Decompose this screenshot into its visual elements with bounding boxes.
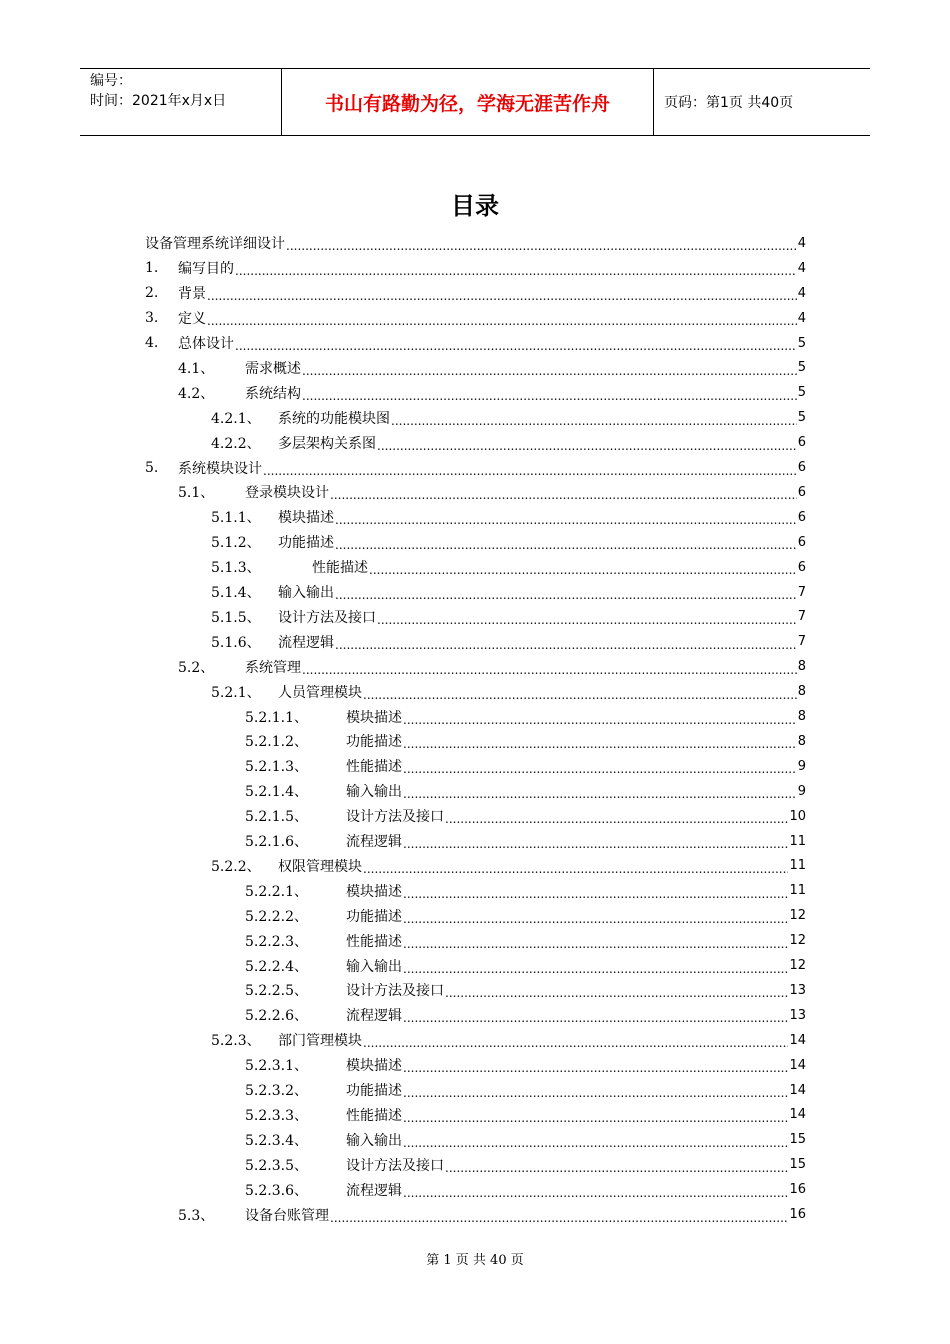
toc-entry-page: 14 — [789, 1057, 806, 1073]
toc-leader-dots — [235, 264, 797, 278]
toc-entry-page: 16 — [789, 1207, 806, 1223]
toc-entry[interactable] — [178, 380, 806, 405]
toc-entry-page: 5 — [797, 360, 806, 376]
toc-entry-page: 14 — [789, 1107, 806, 1123]
toc-leader-dots — [403, 887, 788, 901]
toc-entry-page: 8 — [797, 684, 806, 700]
toc-entry-number: 5.2.3.3、 — [245, 1107, 308, 1124]
toc-leader-dots — [403, 962, 788, 976]
toc-entry[interactable] — [211, 629, 806, 654]
header-page-label: 页码：第1页 共40页 — [664, 95, 794, 111]
toc-leader-dots — [445, 986, 788, 1000]
toc-entry[interactable] — [178, 654, 806, 679]
toc-entry-number: 5.2.1.6、 — [245, 834, 308, 851]
toc-entry-number: 5.1.6、 — [211, 634, 261, 651]
toc-entry-page: 4 — [797, 285, 806, 301]
toc-entry-page: 7 — [797, 584, 806, 600]
toc-entry-number: 5.2.3.1、 — [245, 1058, 308, 1075]
toc-entry[interactable] — [245, 704, 806, 729]
toc-entry-page: 12 — [789, 933, 806, 949]
toc-entry-page: 10 — [789, 808, 806, 824]
toc-entry-number: 5.2.2.4、 — [245, 958, 308, 975]
toc-entry-title: 设备管理系统详细设计 — [145, 236, 285, 253]
toc-leader-dots — [363, 1036, 788, 1050]
toc-entry-page: 4 — [797, 310, 806, 326]
toc-entry-page: 13 — [789, 1007, 806, 1023]
toc-entry-number: 5.2.1.2、 — [245, 734, 308, 751]
toc-entry-number: 5.2.2.6、 — [245, 1008, 308, 1025]
header-motto: 书山有路勤为径，学海无涯苦作舟 — [282, 69, 654, 135]
toc-entry-title: 设计方法及接口 — [278, 609, 376, 626]
toc-entry[interactable] — [245, 729, 806, 754]
toc-entry[interactable] — [211, 405, 806, 430]
toc-entry[interactable] — [211, 580, 806, 605]
toc-entry[interactable] — [245, 953, 806, 978]
toc-entry-title: 背景 — [178, 286, 206, 303]
toc-leader-dots — [363, 862, 788, 876]
toc-entry-page: 6 — [797, 460, 806, 476]
toc-entry-number: 5.1.3、 — [211, 560, 261, 577]
page-footer: 第 1 页 共 40 页 — [426, 1253, 524, 1268]
toc-entry[interactable] — [245, 1152, 806, 1177]
toc-entry-number: 4.2.1、 — [211, 410, 261, 427]
page-header — [80, 68, 870, 136]
toc-entry-number: 3. — [145, 310, 159, 327]
toc-leader-dots — [391, 414, 797, 428]
header-meta — [80, 69, 282, 135]
toc-entry-number: 5.2.3、 — [211, 1033, 261, 1050]
toc-leader-dots — [363, 688, 797, 702]
toc-entry-page: 15 — [789, 1132, 806, 1148]
toc-entry[interactable] — [245, 978, 806, 1003]
toc-leader-dots — [330, 1211, 788, 1225]
toc-entry-title: 功能描述 — [278, 535, 334, 552]
toc-entry-page: 11 — [789, 858, 806, 874]
toc-entry-number: 1. — [145, 260, 159, 277]
toc-leader-dots — [286, 239, 797, 253]
toc-entry-number: 4. — [145, 335, 159, 352]
toc-leader-dots — [302, 389, 797, 403]
toc-entry[interactable] — [211, 430, 806, 455]
toc-entry-title: 总体设计 — [178, 336, 234, 353]
toc-leader-dots — [403, 1111, 788, 1125]
toc-entry-title: 部门管理模块 — [278, 1033, 362, 1050]
toc-entry-page: 5 — [797, 335, 806, 351]
toc-leader-dots — [207, 289, 797, 303]
toc-entry[interactable] — [245, 804, 806, 829]
toc-leader-dots — [335, 538, 797, 552]
toc-entry-page: 8 — [797, 709, 806, 725]
toc-leader-dots — [207, 314, 797, 328]
toc-entry-title: 登录模块设计 — [245, 485, 329, 502]
toc-entry-number: 4.2.2、 — [211, 435, 261, 452]
toc-entry-page: 14 — [789, 1082, 806, 1098]
toc-entry-title: 流程逻辑 — [346, 834, 402, 851]
toc-entry-number: 5.2.3.4、 — [245, 1132, 308, 1149]
toc-entry[interactable] — [145, 306, 806, 331]
toc-entry-title: 性能描述 — [346, 1107, 402, 1124]
time-label: 时间：2021年x月x日 — [90, 93, 227, 109]
toc-entry[interactable] — [245, 903, 806, 928]
toc-entry-number: 5. — [145, 459, 159, 476]
toc-entry-title: 人员管理模块 — [278, 684, 362, 701]
toc-leader-dots — [445, 1161, 788, 1175]
toc-leader-dots — [403, 837, 788, 851]
toc-entry[interactable] — [245, 1103, 806, 1128]
toc-entry[interactable] — [245, 878, 806, 903]
toc-entry[interactable] — [245, 1003, 806, 1028]
toc-entry-title: 模块描述 — [346, 883, 402, 900]
toc-entry[interactable] — [178, 356, 806, 381]
toc-entry-page: 7 — [797, 609, 806, 625]
toc-entry-number: 5.2.1.1、 — [245, 709, 308, 726]
toc-entry[interactable] — [245, 1078, 806, 1103]
toc-entry-number: 5.2、 — [178, 659, 215, 676]
toc-leader-dots — [302, 663, 797, 677]
toc-entry-page: 11 — [789, 833, 806, 849]
toc-entry[interactable] — [211, 605, 806, 630]
toc-leader-dots — [302, 364, 797, 378]
toc-entry-title: 编写目的 — [178, 261, 234, 278]
toc-entry-title: 输入输出 — [346, 1132, 402, 1149]
toc-entry-number: 5.2.3.5、 — [245, 1157, 308, 1174]
toc-entry-title: 设计方法及接口 — [346, 983, 444, 1000]
toc-entry-number: 5.3、 — [178, 1207, 215, 1224]
toc-entry-page: 5 — [797, 385, 806, 401]
toc-entry-page: 16 — [789, 1182, 806, 1198]
toc-entry-title: 系统结构 — [245, 385, 301, 402]
toc-leader-dots — [369, 563, 797, 577]
toc-entry[interactable] — [145, 455, 806, 480]
toc-entry[interactable] — [245, 1177, 806, 1202]
toc-entry-number: 5.2.2.5、 — [245, 983, 308, 1000]
toc-entry-title: 设计方法及接口 — [346, 1157, 444, 1174]
toc-entry-title: 多层架构关系图 — [278, 435, 376, 452]
toc-entry-title: 输入输出 — [346, 958, 402, 975]
toc-entry-page: 9 — [797, 758, 806, 774]
toc-entry-title: 系统模块设计 — [178, 460, 262, 477]
toc-leader-dots — [335, 638, 797, 652]
toc-entry-title: 性能描述 — [346, 933, 402, 950]
toc-entry-number: 5.2.3.6、 — [245, 1182, 308, 1199]
toc-entry-title: 功能描述 — [346, 734, 402, 751]
toc-entry[interactable] — [211, 1028, 806, 1053]
toc-leader-dots — [403, 1086, 788, 1100]
toc-entry-page: 6 — [797, 484, 806, 500]
toc-entry[interactable] — [211, 530, 806, 555]
toc-entry-title: 系统管理 — [245, 659, 301, 676]
toc-entry-number: 4.2、 — [178, 385, 215, 402]
toc-entry-title: 模块描述 — [278, 510, 334, 527]
toc-entry-title: 功能描述 — [346, 1083, 402, 1100]
toc-entry-title: 定义 — [178, 311, 206, 328]
toc-entry-page: 4 — [797, 235, 806, 251]
toc-entry[interactable] — [178, 480, 806, 505]
toc-entry-page: 8 — [797, 659, 806, 675]
toc-entry[interactable] — [211, 854, 806, 879]
toc-leader-dots — [445, 812, 788, 826]
toc-entry-number: 5.1.4、 — [211, 585, 261, 602]
toc-leader-dots — [235, 339, 797, 353]
toc-leader-dots — [403, 1136, 788, 1150]
toc-entry-page: 9 — [797, 783, 806, 799]
toc-entry-title: 流程逻辑 — [346, 1182, 402, 1199]
toc-entry-number: 5.2.1.5、 — [245, 809, 308, 826]
toc-entry-page: 14 — [789, 1032, 806, 1048]
toc-title: 目录 — [451, 192, 499, 220]
toc-entry[interactable] — [145, 256, 806, 281]
toc-entry-page: 6 — [797, 509, 806, 525]
toc-leader-dots — [403, 1061, 788, 1075]
toc-entry-number: 5.2.1.4、 — [245, 784, 308, 801]
toc-entry-title: 输入输出 — [346, 784, 402, 801]
toc-entry[interactable] — [245, 1127, 806, 1152]
toc-leader-dots — [403, 937, 788, 951]
toc-entry-title: 性能描述 — [312, 560, 368, 577]
toc-leader-dots — [403, 737, 797, 751]
toc-leader-dots — [263, 464, 797, 478]
toc-entry-number: 5.1、 — [178, 485, 215, 502]
toc-entry-title: 系统的功能模块图 — [278, 410, 390, 427]
toc-entry[interactable] — [211, 679, 806, 704]
toc-entry[interactable] — [245, 829, 806, 854]
toc-entry-number: 2. — [145, 285, 159, 302]
toc-leader-dots — [403, 713, 797, 727]
toc-entry-number: 5.2.1、 — [211, 684, 261, 701]
toc-leader-dots — [403, 912, 788, 926]
toc-entry-number: 5.1.1、 — [211, 510, 261, 527]
toc-leader-dots — [377, 613, 797, 627]
toc-entry[interactable] — [145, 231, 806, 256]
toc-entry-page: 12 — [789, 958, 806, 974]
toc-entry-title: 权限管理模块 — [278, 858, 362, 875]
toc-entry[interactable] — [145, 331, 806, 356]
toc-entry-page: 6 — [797, 559, 806, 575]
toc-entry-number: 5.2.2.3、 — [245, 933, 308, 950]
toc-entry-title: 设备台账管理 — [245, 1207, 329, 1224]
toc-leader-dots — [403, 1011, 788, 1025]
toc-entry-number: 4.1、 — [178, 360, 215, 377]
toc-entry-title: 流程逻辑 — [346, 1008, 402, 1025]
toc-leader-dots — [330, 488, 797, 502]
toc-entry-page: 7 — [797, 634, 806, 650]
toc-leader-dots — [403, 787, 797, 801]
toc-entry-page: 15 — [789, 1157, 806, 1173]
toc-entry-title: 性能描述 — [346, 759, 402, 776]
toc-entry[interactable] — [211, 555, 806, 580]
toc-entry-title: 模块描述 — [346, 709, 402, 726]
toc-entry-page: 13 — [789, 982, 806, 998]
toc-entry-title: 流程逻辑 — [278, 634, 334, 651]
toc-entry-number: 5.2.1.3、 — [245, 759, 308, 776]
toc-entry-page: 4 — [797, 260, 806, 276]
toc-entry[interactable] — [245, 1053, 806, 1078]
toc-entry-page: 8 — [797, 733, 806, 749]
toc-leader-dots — [335, 588, 797, 602]
toc-entry[interactable] — [245, 779, 806, 804]
toc-leader-dots — [335, 513, 797, 527]
toc-leader-dots — [403, 762, 797, 776]
toc-entry-page: 11 — [789, 883, 806, 899]
toc-entry-number: 5.1.5、 — [211, 609, 261, 626]
toc-entry-title: 输入输出 — [278, 585, 334, 602]
toc-entry[interactable] — [178, 1202, 806, 1227]
toc-entry-number: 5.2.2.1、 — [245, 883, 308, 900]
toc-entry-title: 需求概述 — [245, 360, 301, 377]
toc-entry-page: 6 — [797, 534, 806, 550]
toc-entry-number: 5.2.2.2、 — [245, 908, 308, 925]
code-label: 编号： — [90, 73, 132, 89]
toc-leader-dots — [403, 1186, 788, 1200]
toc-entry[interactable] — [211, 505, 806, 530]
toc-entry-title: 功能描述 — [346, 908, 402, 925]
toc-entry[interactable] — [145, 281, 806, 306]
toc-entry-page: 5 — [797, 410, 806, 426]
toc-leader-dots — [377, 439, 797, 453]
toc-entry-number: 5.2.3.2、 — [245, 1083, 308, 1100]
toc-entry-title: 设计方法及接口 — [346, 809, 444, 826]
toc-entry-page: 6 — [797, 435, 806, 451]
toc-entry[interactable] — [245, 754, 806, 779]
toc-entry[interactable] — [245, 928, 806, 953]
toc-entry-title: 模块描述 — [346, 1058, 402, 1075]
toc-entry-number: 5.2.2、 — [211, 858, 261, 875]
toc-entry-page: 12 — [789, 908, 806, 924]
toc-entry-number: 5.1.2、 — [211, 535, 261, 552]
